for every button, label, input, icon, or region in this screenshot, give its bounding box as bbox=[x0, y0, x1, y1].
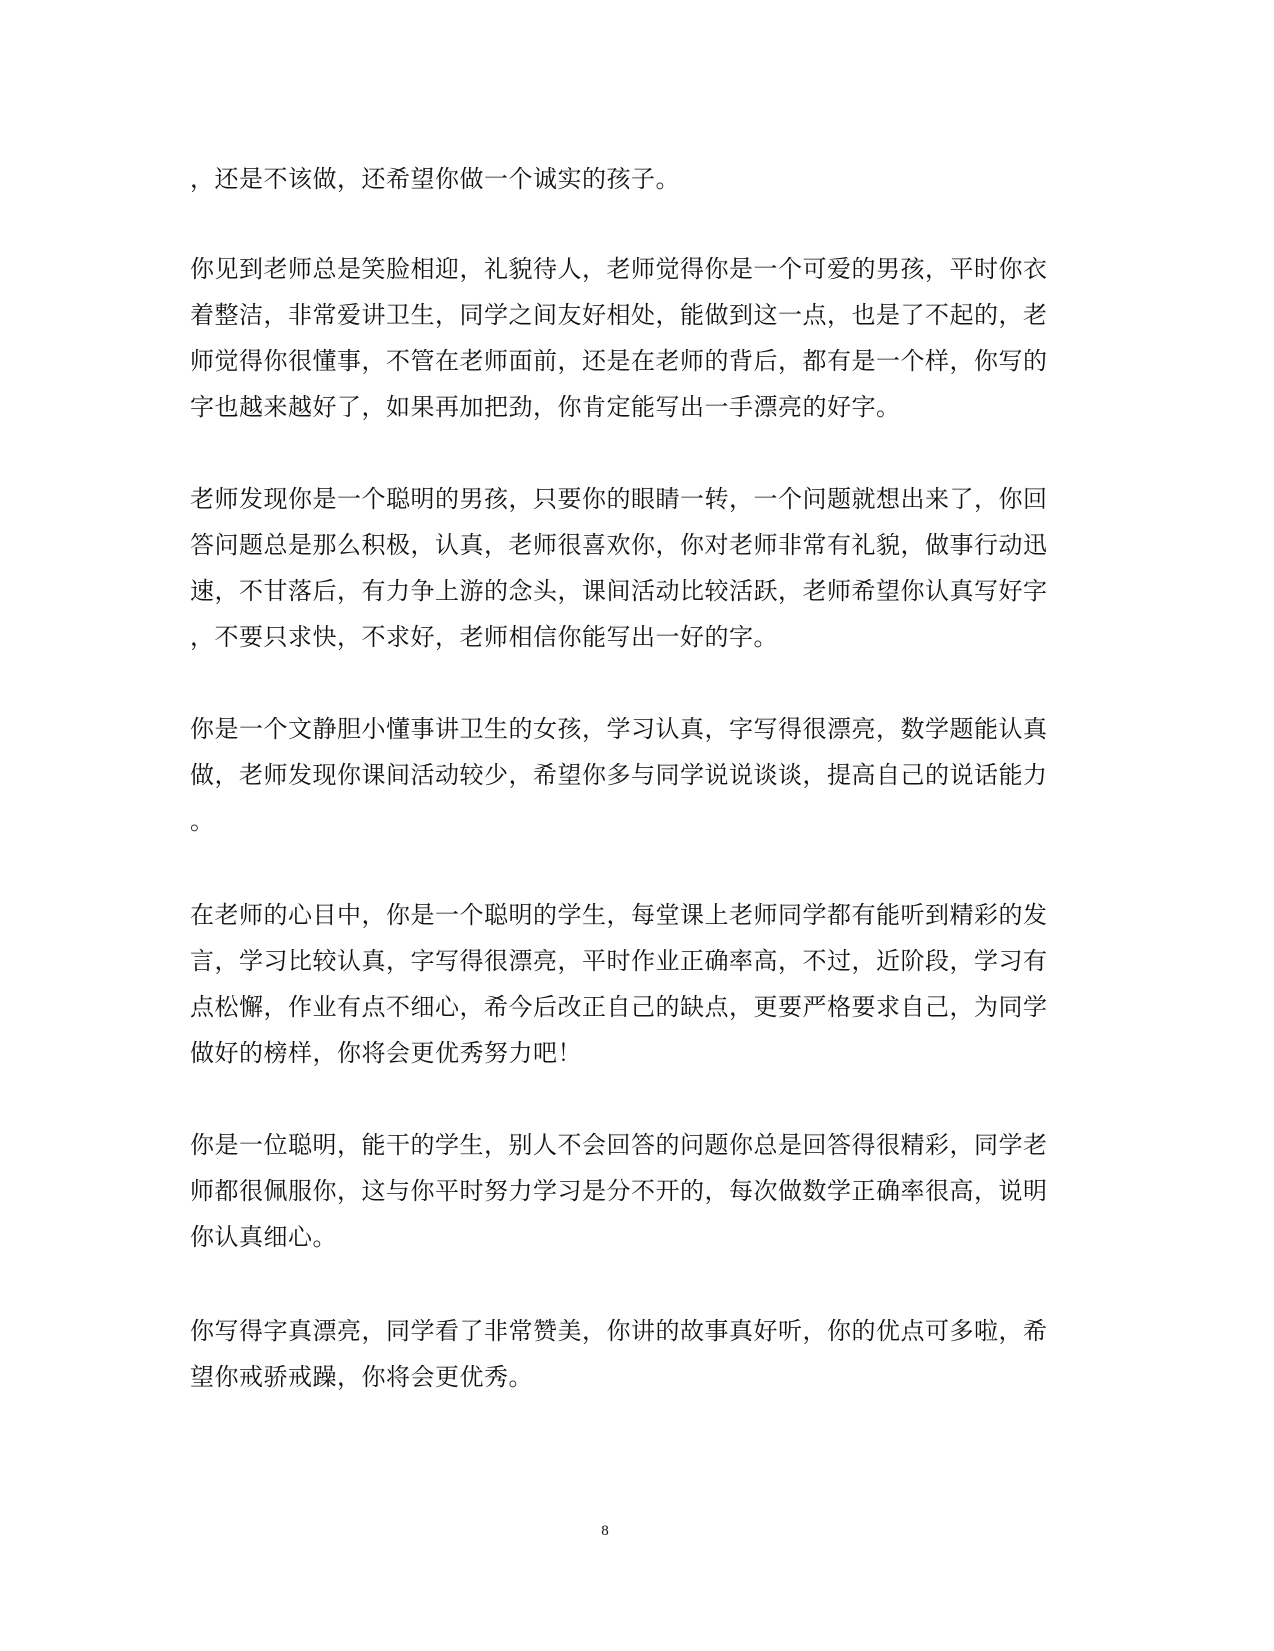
paragraph-6-line-3: 你认真细心。 bbox=[190, 1223, 337, 1251]
paragraph-2-line-4: 字也越来越好了，如果再加把劲，你肯定能写出一手漂亮的好字。 bbox=[190, 393, 901, 421]
paragraph-3-line-1: 老师发现你是一个聪明的男孩，只要你的眼睛一转，一个问题就想出来了，你回 bbox=[190, 485, 1048, 513]
paragraph-7-line-2: 望你戒骄戒躁，你将会更优秀。 bbox=[190, 1363, 533, 1391]
paragraph-1-line-1: ，还是不该做，还希望你做一个诚实的孩子。 bbox=[190, 165, 680, 193]
paragraph-6-line-2: 师都很佩服你，这与你平时努力学习是分不开的，每次做数学正确率很高，说明 bbox=[190, 1177, 1048, 1205]
paragraph-3-line-3: 速，不甘落后，有力争上游的念头，课间活动比较活跃，老师希望你认真写好字 bbox=[190, 577, 1048, 605]
paragraph-2-line-1: 你见到老师总是笑脸相迎，礼貌待人，老师觉得你是一个可爱的男孩，平时你衣 bbox=[190, 255, 1048, 283]
paragraph-4-line-3: 。 bbox=[190, 807, 215, 835]
paragraph-5-line-4: 做好的榜样，你将会更优秀努力吧！ bbox=[190, 1039, 582, 1067]
paragraph-5-line-2: 言，学习比较认真，字写得很漂亮，平时作业正确率高，不过，近阶段，学习有 bbox=[190, 947, 1048, 975]
paragraph-5-line-1: 在老师的心目中，你是一个聪明的学生，每堂课上老师同学都有能听到精彩的发 bbox=[190, 901, 1048, 929]
paragraph-3-line-2: 答问题总是那么积极，认真，老师很喜欢你，你对老师非常有礼貌，做事行动迅 bbox=[190, 531, 1048, 559]
paragraph-4-line-2: 做，老师发现你课间活动较少，希望你多与同学说说谈谈，提高自己的说话能力 bbox=[190, 761, 1048, 789]
paragraph-2-line-2: 着整洁，非常爱讲卫生，同学之间友好相处，能做到这一点，也是了不起的，老 bbox=[190, 301, 1048, 329]
paragraph-2-line-3: 师觉得你很懂事，不管在老师面前，还是在老师的背后，都有是一个样，你写的 bbox=[190, 347, 1048, 375]
page-number: 8 bbox=[601, 1523, 609, 1539]
paragraph-5-line-3: 点松懈，作业有点不细心，希今后改正自己的缺点，更要严格要求自己，为同学 bbox=[190, 993, 1048, 1021]
paragraph-6-line-1: 你是一位聪明，能干的学生，别人不会回答的问题你总是回答得很精彩，同学老 bbox=[190, 1131, 1048, 1159]
paragraph-7-line-1: 你写得字真漂亮，同学看了非常赞美，你讲的故事真好听，你的优点可多啦，希 bbox=[190, 1317, 1048, 1345]
paragraph-4-line-1: 你是一个文静胆小懂事讲卫生的女孩，学习认真，字写得很漂亮，数学题能认真 bbox=[190, 715, 1048, 743]
paragraph-3-line-4: ，不要只求快，不求好，老师相信你能写出一好的字。 bbox=[190, 623, 778, 651]
